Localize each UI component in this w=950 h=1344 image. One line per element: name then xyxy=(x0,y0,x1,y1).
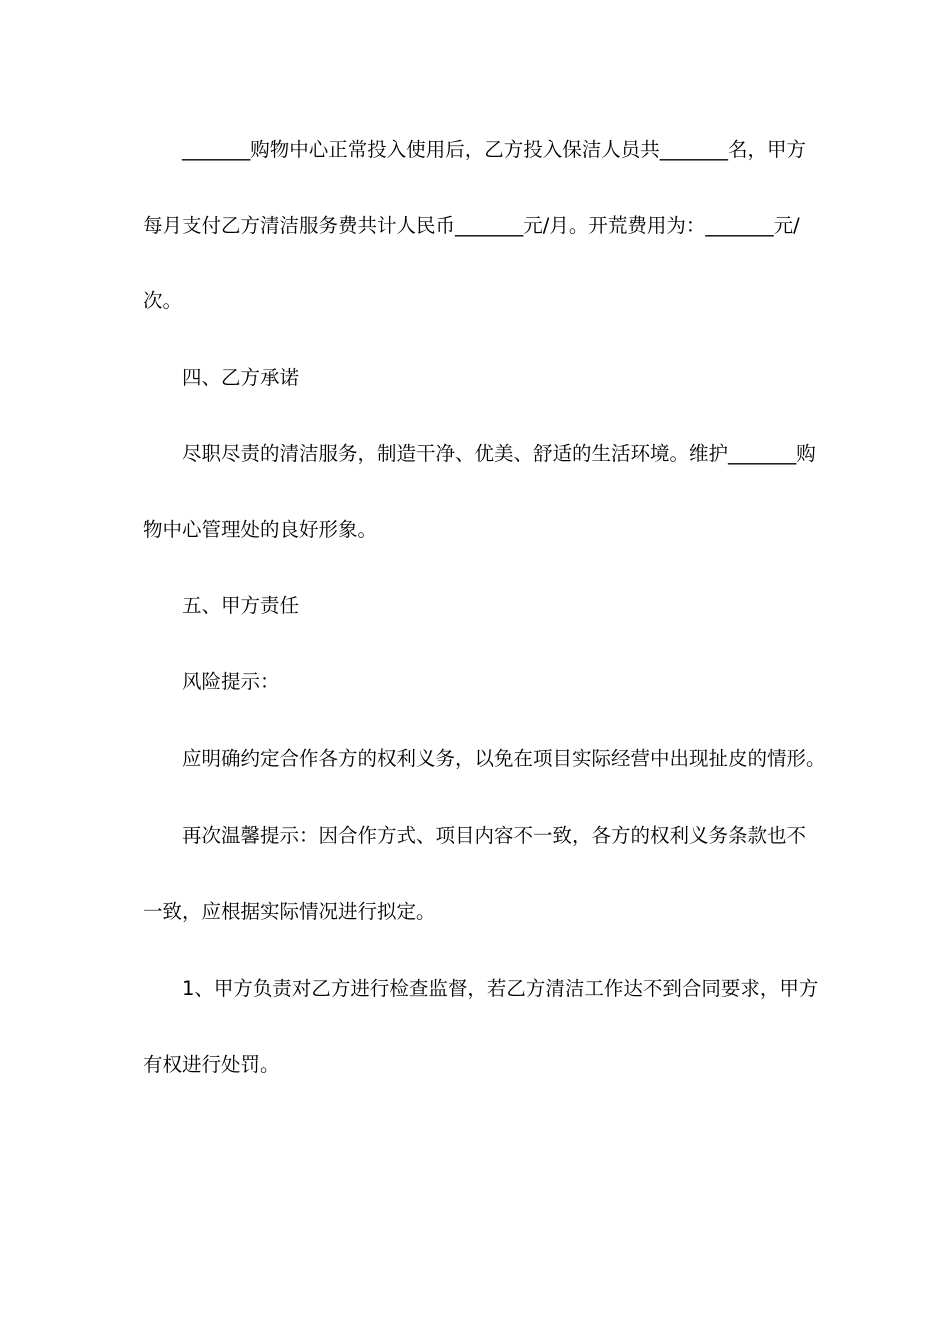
mall-name-blank: _______ xyxy=(182,138,251,161)
mall-name-blank: _______ xyxy=(728,442,797,465)
paragraph-text: 每月支付乙方清洁服务费共计人民币 xyxy=(143,214,456,237)
paragraph-text: 尽职尽责的清洁服务，制造干净、优美、舒适的生活环境。维护 xyxy=(182,442,729,465)
staff-count-blank: _______ xyxy=(659,138,729,161)
monthly-fee-blank: _______ xyxy=(455,214,524,237)
reminder-paragraph: 再次温馨提示：因合作方式、项目内容不一致，各方的权利义务条款也不 xyxy=(182,824,807,847)
reminder-paragraph-end: 一致，应根据实际情况进行拟定。 xyxy=(143,900,436,923)
commitment-paragraph-end: 物中心管理处的良好形象。 xyxy=(143,518,378,541)
clause-item-1: 1、甲方负责对乙方进行检查监督，若乙方清洁工作达不到合同要求，甲方 xyxy=(182,977,819,1000)
cleaning-staff-paragraph xyxy=(0,136,950,164)
paragraph-text: 购物中心正常投入使用后，乙方投入保洁人员共 xyxy=(250,138,660,161)
paragraph-text: 名，甲方 xyxy=(728,138,807,161)
commitment-paragraph xyxy=(0,440,950,468)
clause-item-1-end: 有权进行处罚。 xyxy=(143,1053,280,1076)
fee-paragraph-line xyxy=(0,212,950,240)
section-heading-party-a-responsibility: 五、甲方责任 xyxy=(182,594,300,617)
initial-cleaning-fee-blank: _______ xyxy=(705,214,774,237)
paragraph-text: 元/ xyxy=(773,214,800,237)
section-heading-party-b-commitment: 四、乙方承诺 xyxy=(182,366,300,389)
risk-tip-label: 风险提示： xyxy=(182,670,280,693)
paragraph-text: 元/月。开荒费用为： xyxy=(523,214,706,237)
paragraph-text: 购 xyxy=(796,442,816,465)
risk-tip-text: 应明确约定合作各方的权利义务，以免在项目实际经营中出现扯皮的情形。 xyxy=(182,747,826,770)
fee-paragraph-end: 次。 xyxy=(143,289,183,312)
